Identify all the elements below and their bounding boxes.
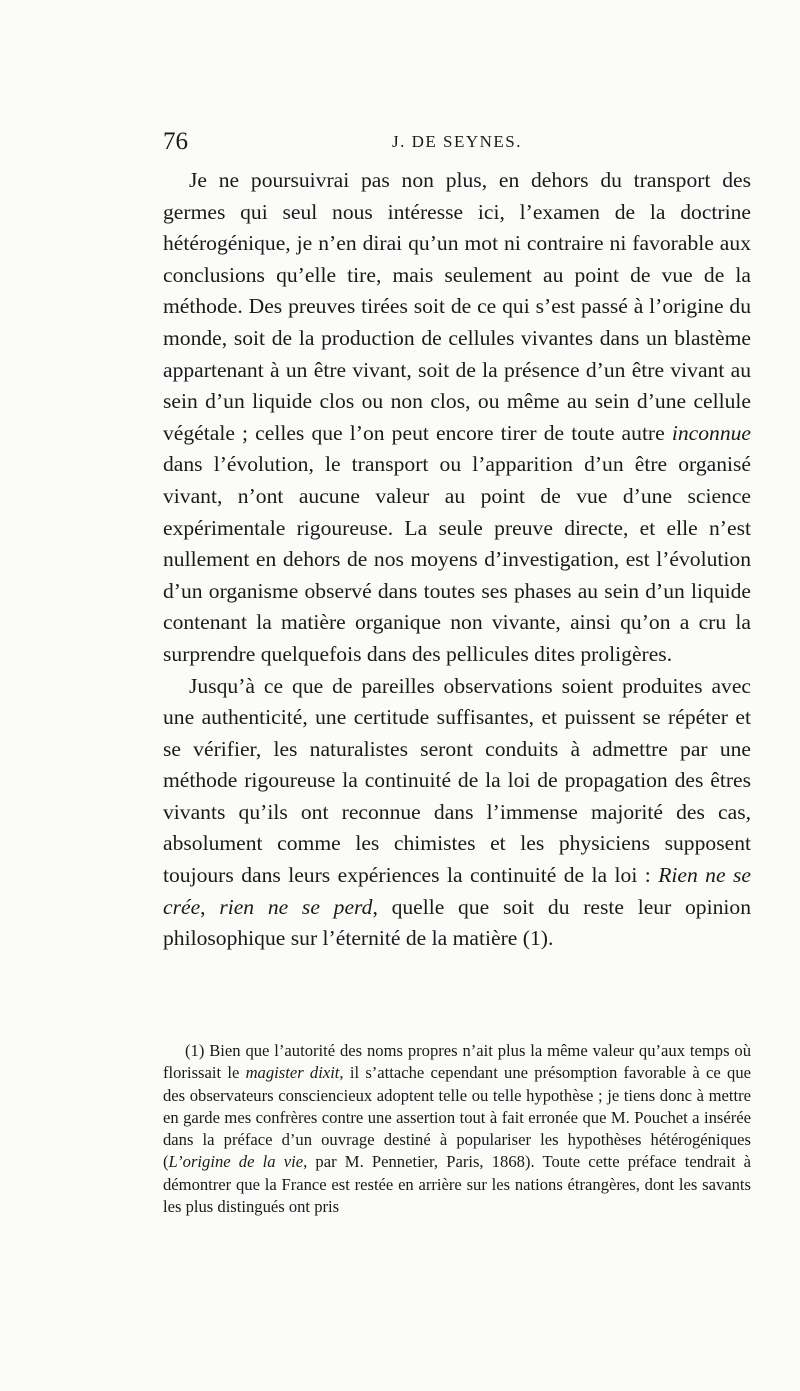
footnote-text-3: , par M. Pennetier, Paris, 1868). Toute cette préface tendrait à démontrer que la France est restée en arrière sur les nations étrangères, dont les savants les plus distingués ont pris bbox=[163, 1152, 751, 1217]
paragraph-2-italic-2: rien ne se perd bbox=[219, 894, 373, 919]
footnote-italic-1: magister dixit bbox=[245, 1063, 340, 1083]
footnote-text-1: (1) Bien que l’autorité des noms propres n’ait plus la même valeur qu’aux temps où florissait le bbox=[163, 1041, 751, 1083]
running-head: J. DE SEYNES. bbox=[391, 132, 522, 151]
footnote-italic-2: L’origine de la vie bbox=[168, 1152, 304, 1172]
paragraph-1-italic-1: inconnue bbox=[671, 420, 751, 445]
paragraph-2-text-2: , bbox=[200, 894, 220, 919]
page-header bbox=[163, 126, 751, 162]
paragraph-2-text-3: , quelle que soit du reste leur opinion philosophique sur l’éternité de la matière (1). bbox=[163, 894, 751, 951]
paragraph-2-italic-1: Rien ne se crée bbox=[163, 863, 751, 919]
main-text bbox=[163, 165, 751, 955]
paragraph-1 bbox=[163, 165, 751, 671]
footnotes bbox=[163, 1040, 751, 1218]
paragraph-1-text-2: dans l’évolution, le transport ou l’apparition d’un être organisé vivant, n’ont aucune valeur au point de vue d’une science expérimentale rigoureuse. La seule preuve directe, et elle n’est nullement en dehors de nos moyens d’investigation, est l’évolution d’un organisme observé dans toutes ses phases au sein d’un liquide contenant la matière organique non vivante, ainsi qu’on a cru la surprendre quelquefois dans des pellicules dites proligères. bbox=[163, 452, 751, 666]
paragraph-2-text-1: Jusqu’à ce que de pareilles observations soient produites avec une authenticité, une certitude suffisantes, et puissent se répéter et se vérifier, les naturalistes seront conduits à admettre par une méthode rigoureuse la continuité de la loi de propagation des êtres vivants qu’ils ont reconnue dans l’immense majorité des cas, absolument comme les chimistes et les physiciens supposent toujours dans leurs expériences la continuité de la loi : bbox=[163, 673, 751, 888]
paragraph-1-text-1: Je ne poursuivrai pas non plus, en dehors du transport des germes qui seul nous intéresse ici, l’examen de la doctrine hétérogénique, je n’en dirai qu’un mot ni contraire ni favorable aux conclusions qu’elle tire, mais seulement au point de vue de la méthode. Des preuves tirées soit de ce qui s’est passé à l’origine du monde, soit de la production de cellules vivantes dans un blastème appartenant à un être vivant, soit de la présence d’un être vivant au sein d’un liquide clos ou non clos, ou même au sein d’une cellule végétale ; celles que l’on peut encore tirer de toute autre bbox=[163, 168, 751, 445]
paragraph-2 bbox=[163, 671, 751, 955]
page-number: 76 bbox=[163, 128, 188, 155]
footnote-text-2: , il s’attache cependant une présomption favorable à ce que des observateurs consciencieux adoptent telle ou telle hypothèse ; je tiens donc à mettre en garde mes confrères contre une assertion tout à fait erronée que M. Pouchet a insérée dans la préface d’un ouvrage destiné à populariser les hypothèses hétérogéniques ( bbox=[163, 1063, 751, 1172]
footnote-1 bbox=[163, 1040, 751, 1218]
